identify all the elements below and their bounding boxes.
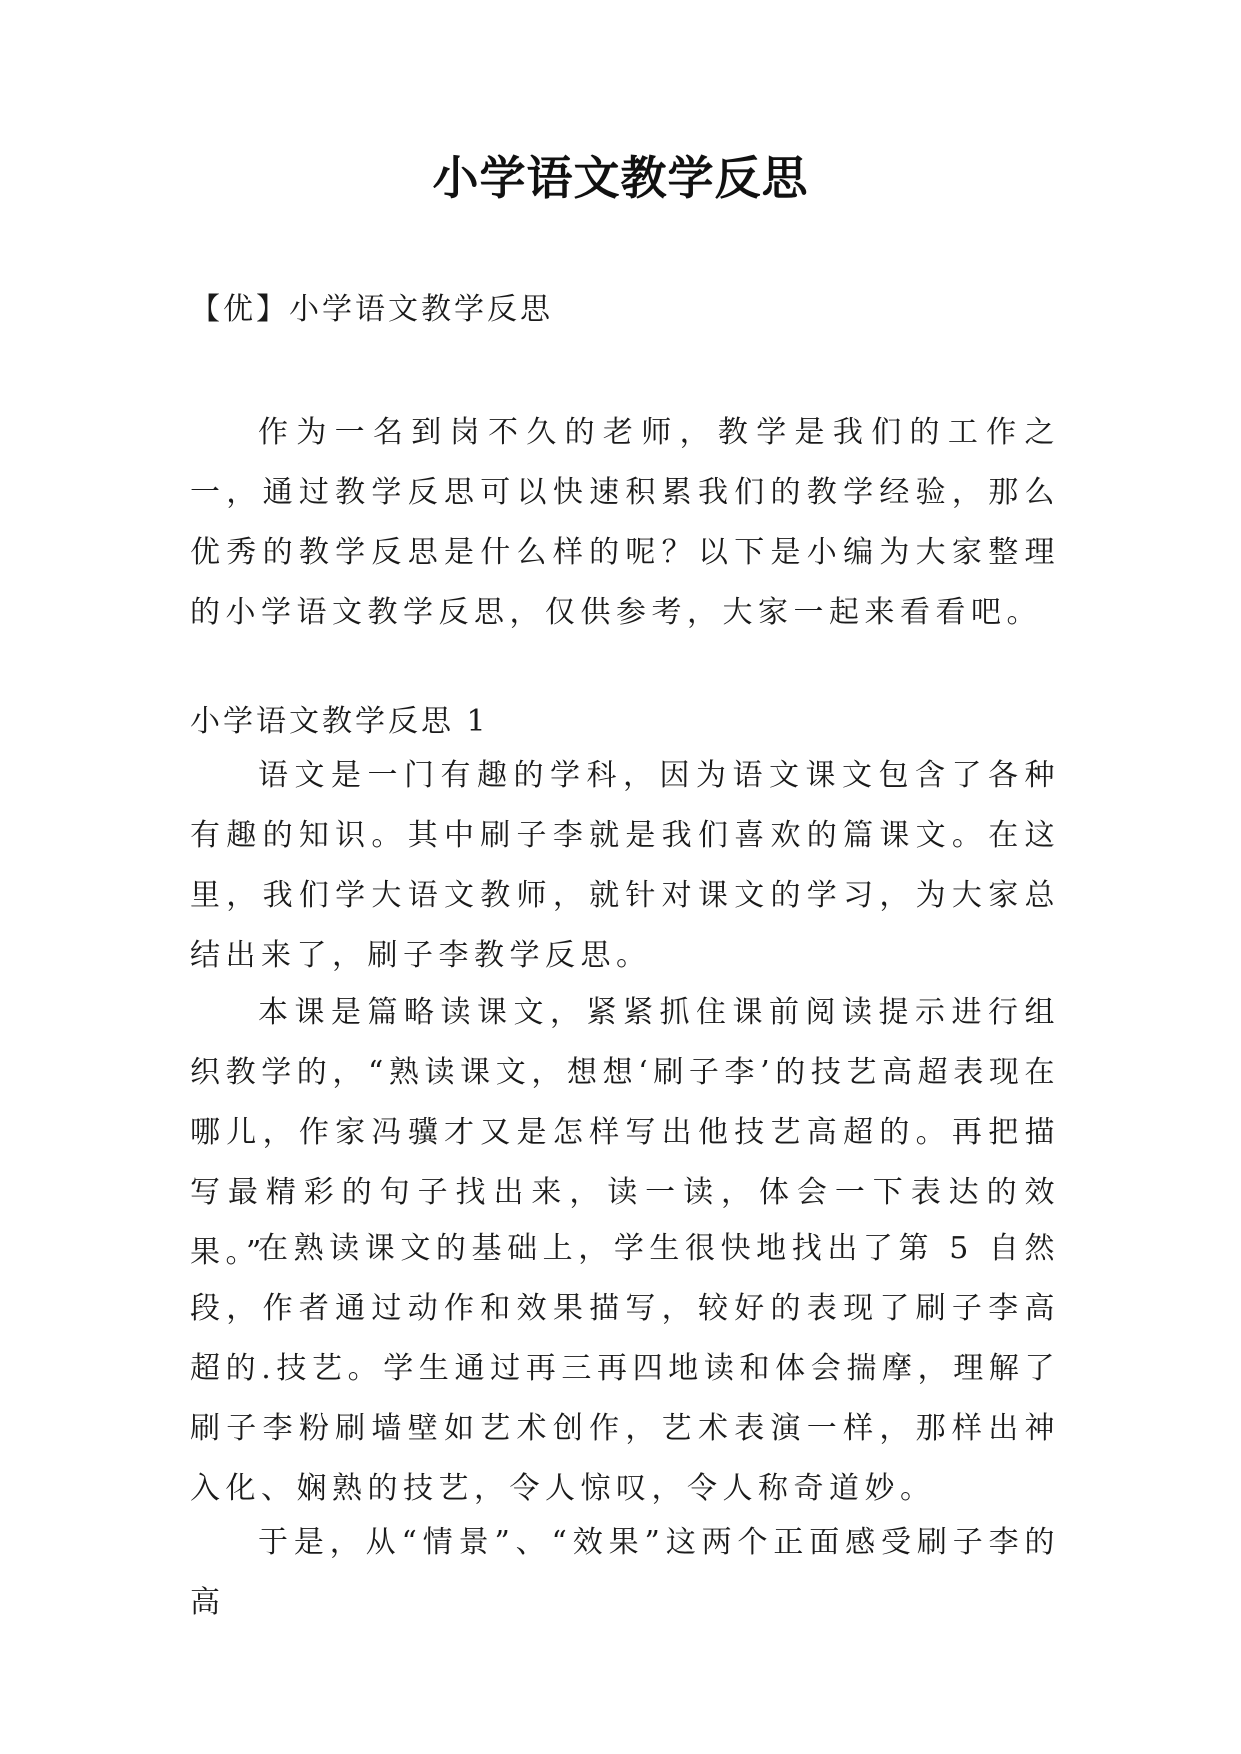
body-paragraph: 在熟读课文的基础上，学生很快地找出了第 5 自然段，作者通过动作和效果描写，较好的表现了刷子李高超的.技艺。学生通过再三再四地读和体会揣摩，理解了刷子李粉刷墙壁如艺术创作，艺术表演一样，那样出神入化、娴熟的技艺，令人惊叹，令人称奇道妙。 — [190, 1231, 1060, 1506]
body-paragraph: 本课是篇略读课文，紧紧抓住课前阅读提示进行组织教学的，“熟读课文，想想‘刷子李’的技艺高超表现在哪儿，作家冯骥才又是怎样写出他技艺高超的。再把描写最精彩的句子找出来，读一读，体会一下表达的效果。” — [190, 995, 1060, 1270]
document-subtitle: 【优】小学语文教学反思 — [190, 292, 553, 327]
document-title: 小学语文教学反思 — [432, 151, 809, 205]
body-paragraph: 语文是一门有趣的学科，因为语文课文包含了各种有趣的知识。其中刷子李就是我们喜欢的篇课文。在这里，我们学大语文教师，就针对课文的学习，为大家总结出来了，刷子李教学反思。 — [190, 758, 1060, 973]
body-paragraph: 于是，从“情景”、“效果”这两个正面感受刷子李的高 — [190, 1525, 1060, 1620]
section-heading: 小学语文教学反思 1 — [190, 704, 489, 739]
intro-paragraph: 作为一名到岗不久的老师，教学是我们的工作之一，通过教学反思可以快速积累我们的教学经验，那么优秀的教学反思是什么样的呢？以下是小编为大家整理的小学语文教学反思，仅供参考，大家一起来看看吧。 — [190, 415, 1060, 630]
